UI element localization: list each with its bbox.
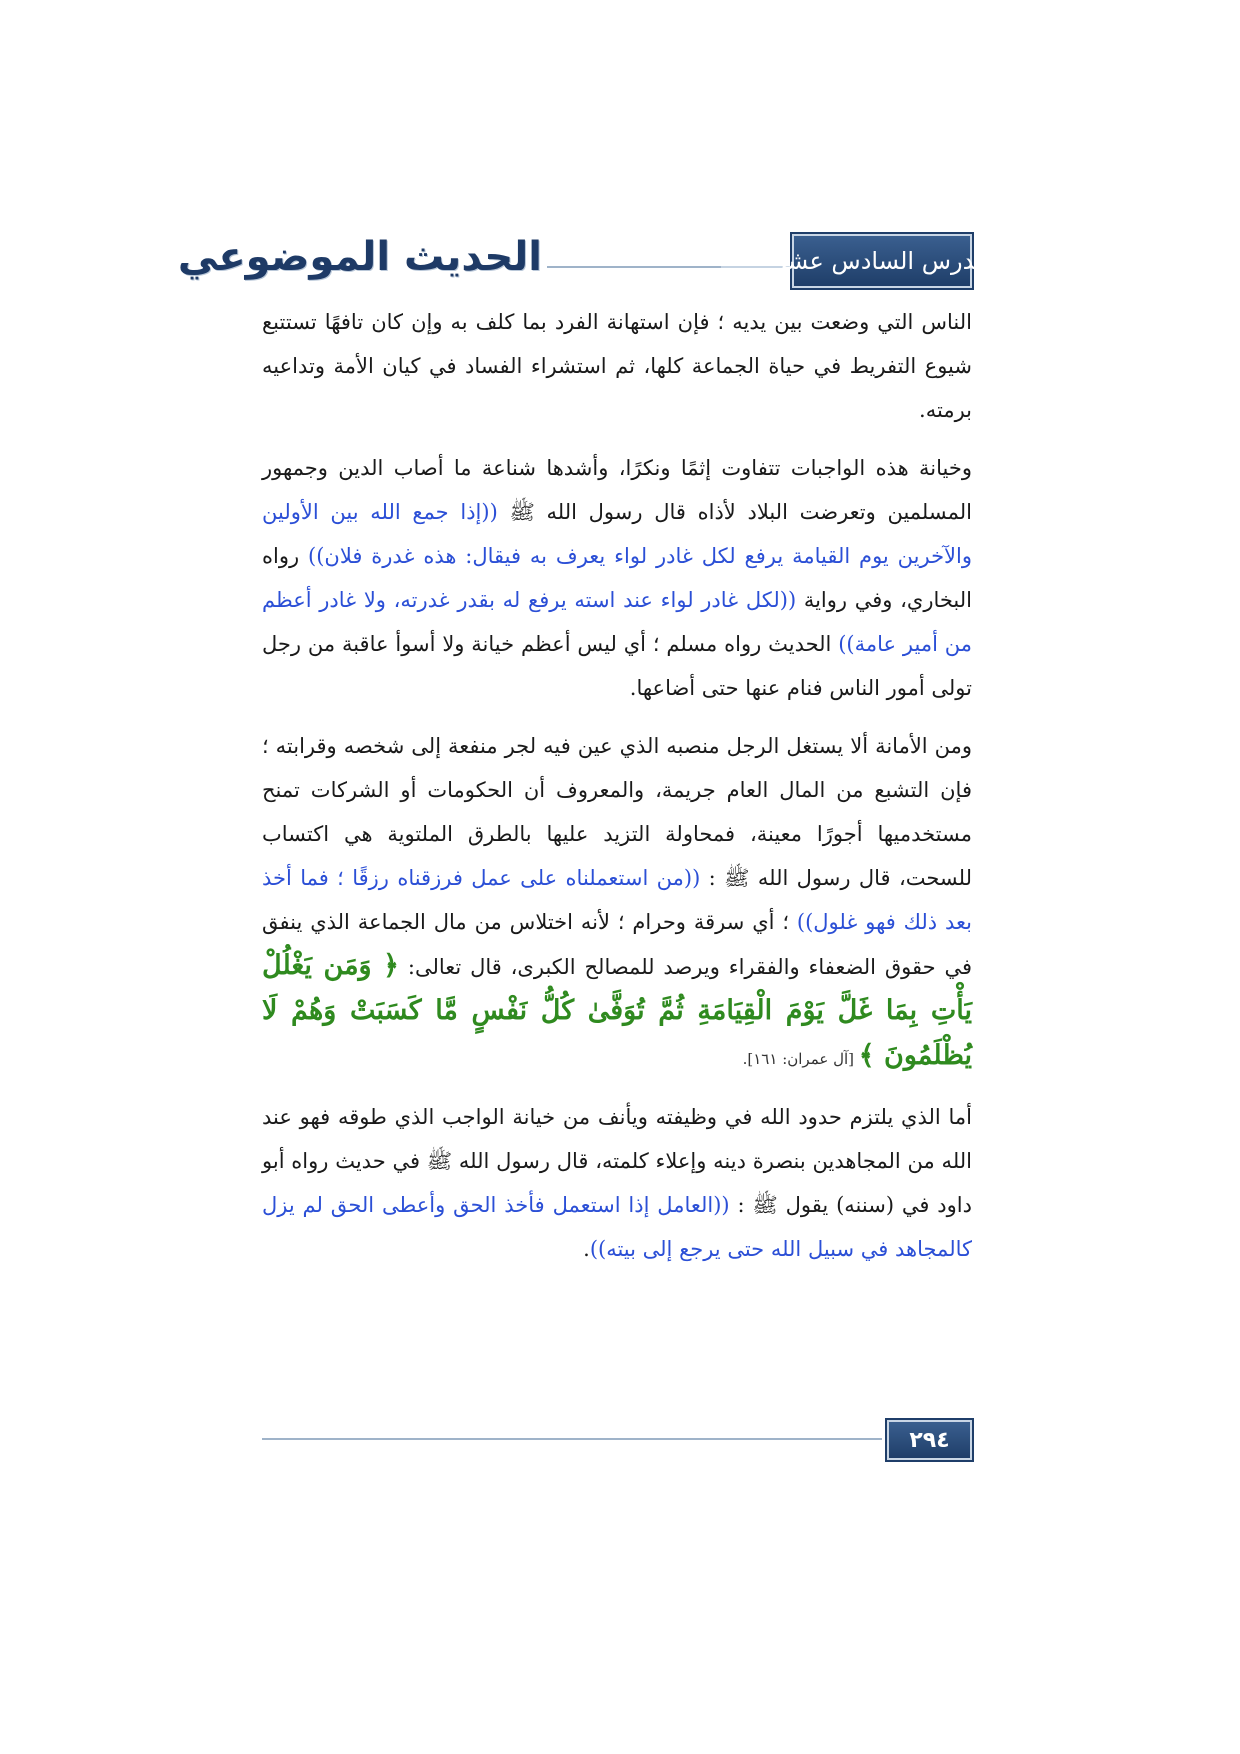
paragraph <box>262 724 972 1081</box>
paragraph <box>262 446 972 710</box>
quran-verse: ﴿ وَمَن يَغْلُلْ يَأْتِ بِمَا غَلَّ يَوْمَ الْقِيَامَةِ ثُمَّ تُوَفَّىٰ كُلُّ نَفْسٍ مَّا كَسَبَتْ وَهُمْ لَا يُظْلَمُونَ ﴾ <box>262 950 972 1071</box>
text-segment: . <box>583 1237 590 1261</box>
text-segment: أما الذي يلتزم حدود الله في وظيفته ويأنف من خيانة الواجب الذي طوقه فهو عند الله من المجاهدين بنصرة دينه وإعلاء كلمته، قال رسول الله ﷺ في حديث رواه أبو داود في (سننه) يقول ﷺ : <box>262 1105 972 1217</box>
page-number: ٢٩٤ <box>887 1420 972 1460</box>
text-segment: رواه البخاري، وفي رواية <box>262 544 972 612</box>
text-segment: الحديث رواه مسلم ؛ أي ليس أعظم خيانة ولا أسوأ عاقبة من رجل تولى أمور الناس فنام عنها حتى أضاعها. <box>262 632 972 700</box>
page-header <box>177 230 990 294</box>
hadith-quote: ((إذا جمع الله بين الأولين والآخرين يوم القيامة يرفع لكل غادر لواء يعرف به فيقال: هذه غدرة فلان)) <box>262 500 972 568</box>
hadith-quote: ((من استعملناه على عمل فرزقناه رزقًا ؛ فما أخذ بعد ذلك فهو غلول)) <box>262 866 972 934</box>
text-segment: الناس التي وضعت بين يديه ؛ فإن استهانة الفرد بما كلف به وإن كان تافهًا تستتبع شيوع التفريط في حياة الجماعة كلها، ثم استشراء الفساد في كيان الأمة وتداعيه برمته. <box>262 310 972 422</box>
book-title: الحديث الموضوعي <box>177 234 542 280</box>
paragraph <box>262 300 972 432</box>
body-text <box>262 300 972 1285</box>
header-divider <box>547 266 809 268</box>
verse-citation: [آل عمران: ١٦١]. <box>742 1050 859 1068</box>
footer-divider <box>262 1438 882 1440</box>
hadith-quote: ((لكل غادر لواء عند استه يرفع له بقدر غدرته، ولا غادر أعظم من أمير عامة)) <box>262 588 972 656</box>
text-segment: ومن الأمانة ألا يستغل الرجل منصبه الذي عين فيه لجر منفعة إلى شخصه وقرابته ؛ فإن التشبع من المال العام جريمة، والمعروف أن الحكومات أو الشركات تمنح مستخدميها أجورًا معينة، فمحاولة التزيد عليها بالطرق الملتوية هي اكتساب للسحت، قال رسول الله ﷺ : <box>262 734 973 890</box>
paragraph <box>262 1095 972 1271</box>
lesson-badge: الدرس السادس عشر <box>792 234 972 288</box>
text-segment: ؛ أي سرقة وحرام ؛ لأنه اختلاس من مال الجماعة الذي ينفق في حقوق الضعفاء والفقراء ويرصد للمصالح الكبرى، قال تعالى: <box>262 910 973 979</box>
text-segment: وخيانة هذه الواجبات تتفاوت إثمًا ونكرًا، وأشدها شناعة ما أصاب الدين وجمهور المسلمين وتعرضت البلاد لأذاه قال رسول الله ﷺ <box>262 456 972 524</box>
hadith-quote: ((العامل إذا استعمل فأخذ الحق وأعطى الحق لم يزل كالمجاهد في سبيل الله حتى يرجع إلى بيته)) <box>262 1193 972 1261</box>
